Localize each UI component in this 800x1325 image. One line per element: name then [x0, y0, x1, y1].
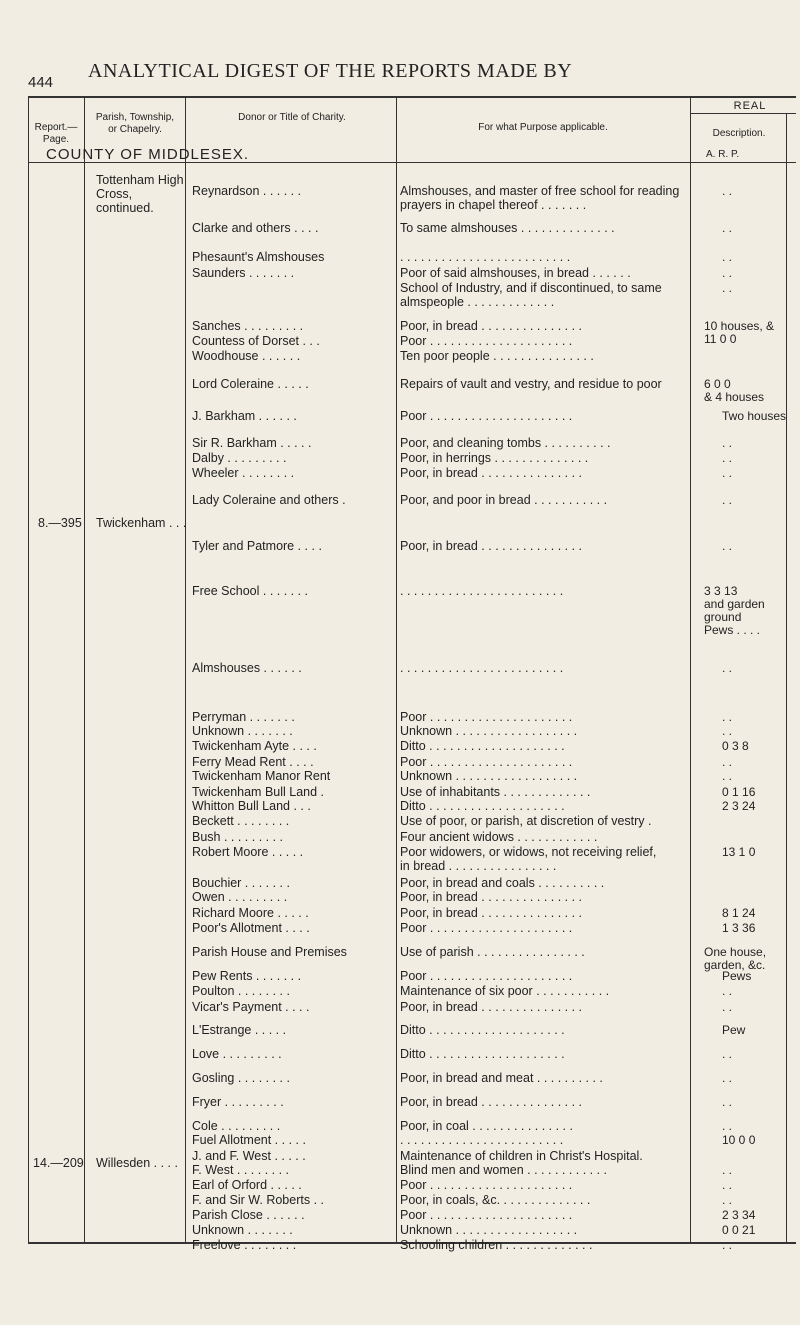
- county-heading: COUNTY OF MIDDLESEX.: [46, 146, 250, 163]
- donor-name: Unknown . . . . . . .: [192, 1223, 293, 1237]
- donor-name: J. Barkham . . . . . .: [192, 409, 297, 423]
- donor-name: Tyler and Patmore . . . .: [192, 539, 322, 553]
- donor-name: Owen . . . . . . . . .: [192, 890, 288, 904]
- donor-name: Lord Coleraine . . . . .: [192, 377, 309, 391]
- header-purpose: For what Purpose applicable.: [478, 122, 608, 133]
- purpose-line: Poor, in bread . . . . . . . . . . . . . . .: [400, 906, 583, 920]
- donor-name: F. West . . . . . . . .: [192, 1163, 290, 1177]
- purpose-line: Poor, in coals, &c. . . . . . . . . . . . . .: [400, 1193, 591, 1207]
- purpose-line: Poor . . . . . . . . . . . . . . . . . . . . .: [400, 1178, 573, 1192]
- description-value: . .: [722, 710, 733, 724]
- description-value: 2 3 24: [722, 799, 756, 813]
- purpose-line: Ditto . . . . . . . . . . . . . . . . . . . .: [400, 739, 565, 753]
- description-value: . .: [722, 1238, 733, 1252]
- purpose-line: . . . . . . . . . . . . . . . . . . . . . . . .: [400, 1133, 564, 1147]
- description-value: . .: [722, 250, 733, 264]
- description-line: 6 0 0: [704, 377, 731, 391]
- description-line: garden, &c.: [704, 958, 766, 972]
- description-value: Pews: [722, 969, 752, 983]
- description-value: . .: [722, 1119, 733, 1133]
- description-value: . .: [722, 493, 733, 507]
- purpose-line: Unknown . . . . . . . . . . . . . . . . . .: [400, 724, 578, 738]
- col-rule-5: [786, 114, 787, 1244]
- purpose-line: Poor . . . . . . . . . . . . . . . . . . . . .: [400, 969, 573, 983]
- donor-name: Twickenham Bull Land .: [192, 785, 325, 799]
- donor-name: Bouchier . . . . . . .: [192, 876, 290, 890]
- header-donor: Donor or Title of Charity.: [238, 112, 346, 123]
- description-line: Pews . . . .: [704, 623, 761, 637]
- purpose-line: Poor, in bread . . . . . . . . . . . . . . .: [400, 319, 583, 333]
- donor-name: Clarke and others . . . .: [192, 221, 319, 235]
- description-value: . .: [722, 724, 733, 738]
- description-value: . .: [722, 221, 733, 235]
- parish-twickenham: Twickenham . . .: [96, 516, 187, 530]
- money-units: A. R. P.: [706, 149, 740, 160]
- purpose-line: Blind men and women . . . . . . . . . . . .: [400, 1163, 608, 1177]
- purpose-line: To same almshouses . . . . . . . . . . . . . .: [400, 221, 615, 235]
- description-value: . .: [722, 984, 733, 998]
- purpose-line: Unknown . . . . . . . . . . . . . . . . . .: [400, 769, 578, 783]
- donor-name: Free School . . . . . . .: [192, 584, 309, 598]
- purpose-line: Four ancient widows . . . . . . . . . . . .: [400, 830, 598, 844]
- purpose-line: almspeople . . . . . . . . . . . . .: [400, 295, 555, 309]
- header-report-page: Report.—Page.: [34, 122, 78, 145]
- purpose-line: Poor, in bread . . . . . . . . . . . . . . .: [400, 890, 583, 904]
- description-value: 2 3 34: [722, 1208, 756, 1222]
- description-line: One house,: [704, 945, 767, 959]
- purpose-line: . . . . . . . . . . . . . . . . . . . . . . . . .: [400, 250, 571, 264]
- description-line: 11 0 0: [704, 332, 737, 346]
- description-value: Two houses: [722, 409, 787, 423]
- description-value: . .: [722, 281, 733, 295]
- header-real: REAL: [733, 100, 767, 112]
- purpose-line: Repairs of vault and vestry, and residue to poor: [400, 377, 662, 391]
- donor-name: Vicar's Payment . . . .: [192, 1000, 310, 1014]
- donor-name: Bush . . . . . . . . .: [192, 830, 284, 844]
- donor-name: Twickenham Manor Rent: [192, 769, 331, 783]
- purpose-line: School of Industry, and if discontinued, to same: [400, 281, 662, 295]
- description-value: . .: [722, 1071, 733, 1085]
- purpose-line: . . . . . . . . . . . . . . . . . . . . . . . .: [400, 661, 564, 675]
- donor-name: Sanches . . . . . . . . .: [192, 319, 304, 333]
- purpose-line: Poor . . . . . . . . . . . . . . . . . . . . .: [400, 1208, 573, 1222]
- donor-name: Wheeler . . . . . . . .: [192, 466, 295, 480]
- description-line: ground: [704, 610, 742, 624]
- purpose-line: Maintenance of children in Christ's Hospital.: [400, 1149, 643, 1163]
- description-line: 3 3 13: [704, 584, 738, 598]
- description-value: . .: [722, 436, 733, 450]
- purpose-line: Poor, and cleaning tombs . . . . . . . . . .: [400, 436, 611, 450]
- purpose-line: Poor, in bread and coals . . . . . . . . . .: [400, 876, 605, 890]
- purpose-line: Poor, in bread and meat . . . . . . . . . .: [400, 1071, 603, 1085]
- col-rule-3: [396, 96, 397, 1244]
- donor-name: Parish House and Premises: [192, 945, 347, 959]
- page-number: 444: [28, 74, 54, 91]
- description-value: . .: [722, 466, 733, 480]
- description-value: . .: [722, 769, 733, 783]
- running-title: ANALYTICAL DIGEST OF THE REPORTS MADE BY: [88, 60, 573, 82]
- donor-name: Love . . . . . . . . .: [192, 1047, 282, 1061]
- description-value: . .: [722, 1000, 733, 1014]
- donor-name: Gosling . . . . . . . .: [192, 1071, 290, 1085]
- donor-name: Whitton Bull Land . . .: [192, 799, 311, 813]
- purpose-line: Use of parish . . . . . . . . . . . . . . . .: [400, 945, 585, 959]
- purpose-line: . . . . . . . . . . . . . . . . . . . . . . . .: [400, 584, 564, 598]
- description-value: 0 0 21: [722, 1223, 756, 1237]
- purpose-line: Ditto . . . . . . . . . . . . . . . . . . . .: [400, 1047, 565, 1061]
- description-value: 10 0 0: [722, 1133, 756, 1147]
- donor-name: Freelove . . . . . . . .: [192, 1238, 297, 1252]
- purpose-line: Almshouses, and master of free school for reading: [400, 184, 680, 198]
- description-value: 0 3 8: [722, 739, 749, 753]
- donor-name: Dalby . . . . . . . . .: [192, 451, 287, 465]
- donor-name: Parish Close . . . . . .: [192, 1208, 305, 1222]
- purpose-line: Use of inhabitants . . . . . . . . . . . . .: [400, 785, 591, 799]
- description-value: . .: [722, 266, 733, 280]
- donor-name: L'Estrange . . . . .: [192, 1023, 287, 1037]
- purpose-line: Poor . . . . . . . . . . . . . . . . . . . . .: [400, 409, 573, 423]
- purpose-line: Unknown . . . . . . . . . . . . . . . . . .: [400, 1223, 578, 1237]
- donor-name: Beckett . . . . . . . .: [192, 814, 290, 828]
- donor-name: Richard Moore . . . . .: [192, 906, 309, 920]
- description-line: 10 houses, &: [704, 319, 775, 333]
- purpose-line: Ditto . . . . . . . . . . . . . . . . . . . .: [400, 799, 565, 813]
- description-value: . .: [722, 1193, 733, 1207]
- donor-name: Reynardson . . . . . .: [192, 184, 302, 198]
- donor-name: Sir R. Barkham . . . . .: [192, 436, 312, 450]
- purpose-line: Poor . . . . . . . . . . . . . . . . . . . . .: [400, 755, 573, 769]
- donor-name: Lady Coleraine and others .: [192, 493, 346, 507]
- description-value: . .: [722, 1095, 733, 1109]
- donor-name: Cole . . . . . . . . .: [192, 1119, 281, 1133]
- purpose-line: Poor, in herrings . . . . . . . . . . . . . .: [400, 451, 589, 465]
- purpose-line: Poor . . . . . . . . . . . . . . . . . . . . .: [400, 710, 573, 724]
- purpose-line: Poor widowers, or widows, not receiving relief,: [400, 845, 657, 859]
- header-description: Description.: [712, 128, 766, 139]
- col-rule-4: [690, 96, 691, 1244]
- real-sub-rule: [690, 113, 796, 114]
- parish-willesden: Willesden . . . .: [96, 1156, 178, 1170]
- description-value: . .: [722, 1047, 733, 1061]
- donor-name: Twickenham Ayte . . . .: [192, 739, 317, 753]
- donor-name: Poulton . . . . . . . .: [192, 984, 290, 998]
- description-value: . .: [722, 1163, 733, 1177]
- donor-name: Fryer . . . . . . . . .: [192, 1095, 284, 1109]
- description-line: and garden: [704, 597, 765, 611]
- purpose-line: Use of poor, or parish, at discretion of vestry .: [400, 814, 652, 828]
- donor-name: Countess of Dorset . . .: [192, 334, 320, 348]
- purpose-line: Poor, in bread . . . . . . . . . . . . . . .: [400, 466, 583, 480]
- donor-name: Earl of Orford . . . . .: [192, 1178, 302, 1192]
- col-rule-1: [84, 96, 85, 1244]
- report-twickenham: 8.—395: [38, 516, 82, 530]
- purpose-line: Poor, in bread . . . . . . . . . . . . . . .: [400, 539, 583, 553]
- donor-name: F. and Sir W. Roberts . .: [192, 1193, 324, 1207]
- description-value: 0 1 16: [722, 785, 756, 799]
- donor-name: Saunders . . . . . . .: [192, 266, 295, 280]
- purpose-line: prayers in chapel thereof . . . . . . .: [400, 198, 587, 212]
- description-value: 1 3 36: [722, 921, 756, 935]
- description-value: . .: [722, 755, 733, 769]
- description-value: Pew: [722, 1023, 746, 1037]
- purpose-line: Poor, and poor in bread . . . . . . . . . . .: [400, 493, 608, 507]
- header-parish: Parish, Township, or Chapelry.: [95, 112, 175, 135]
- purpose-line: Ten poor people . . . . . . . . . . . . . . .: [400, 349, 594, 363]
- report-willesden: 14.—209: [33, 1156, 84, 1170]
- description-value: . .: [722, 451, 733, 465]
- description-value: 8 1 24: [722, 906, 756, 920]
- description-value: . .: [722, 661, 733, 675]
- purpose-line: Poor, in bread . . . . . . . . . . . . . . .: [400, 1095, 583, 1109]
- donor-name: Fuel Allotment . . . . .: [192, 1133, 306, 1147]
- purpose-line: Schooling children . . . . . . . . . . . . .: [400, 1238, 593, 1252]
- purpose-line: Ditto . . . . . . . . . . . . . . . . . . . .: [400, 1023, 565, 1037]
- table-top-rule: [28, 96, 796, 98]
- donor-name: Perryman . . . . . . .: [192, 710, 295, 724]
- donor-name: Almshouses . . . . . .: [192, 661, 302, 675]
- donor-name: Ferry Mead Rent . . . .: [192, 755, 314, 769]
- parish-tottenham: Tottenham High Cross, continued.: [96, 173, 184, 215]
- donor-name: Robert Moore . . . . .: [192, 845, 304, 859]
- col-rule-2: [185, 96, 186, 1244]
- description-value: 13 1 0: [722, 845, 756, 859]
- purpose-line: Poor . . . . . . . . . . . . . . . . . . . . .: [400, 334, 573, 348]
- description-line: & 4 houses: [704, 390, 765, 404]
- donor-name: Phesaunt's Almshouses: [192, 250, 325, 264]
- description-value: . .: [722, 539, 733, 553]
- col-rule-left: [28, 96, 29, 1244]
- donor-name: Pew Rents . . . . . . .: [192, 969, 302, 983]
- purpose-line: Poor of said almshouses, in bread . . . . . .: [400, 266, 631, 280]
- purpose-line: Maintenance of six poor . . . . . . . . . . .: [400, 984, 610, 998]
- purpose-line: in bread . . . . . . . . . . . . . . . .: [400, 859, 557, 873]
- description-value: . .: [722, 1178, 733, 1192]
- donor-name: J. and F. West . . . . .: [192, 1149, 306, 1163]
- description-value: . .: [722, 184, 733, 198]
- purpose-line: Poor, in coal . . . . . . . . . . . . . . .: [400, 1119, 573, 1133]
- donor-name: Unknown . . . . . . .: [192, 724, 293, 738]
- donor-name: Woodhouse . . . . . .: [192, 349, 301, 363]
- donor-name: Poor's Allotment . . . .: [192, 921, 310, 935]
- purpose-line: Poor . . . . . . . . . . . . . . . . . . . . .: [400, 921, 573, 935]
- purpose-line: Poor, in bread . . . . . . . . . . . . . . .: [400, 1000, 583, 1014]
